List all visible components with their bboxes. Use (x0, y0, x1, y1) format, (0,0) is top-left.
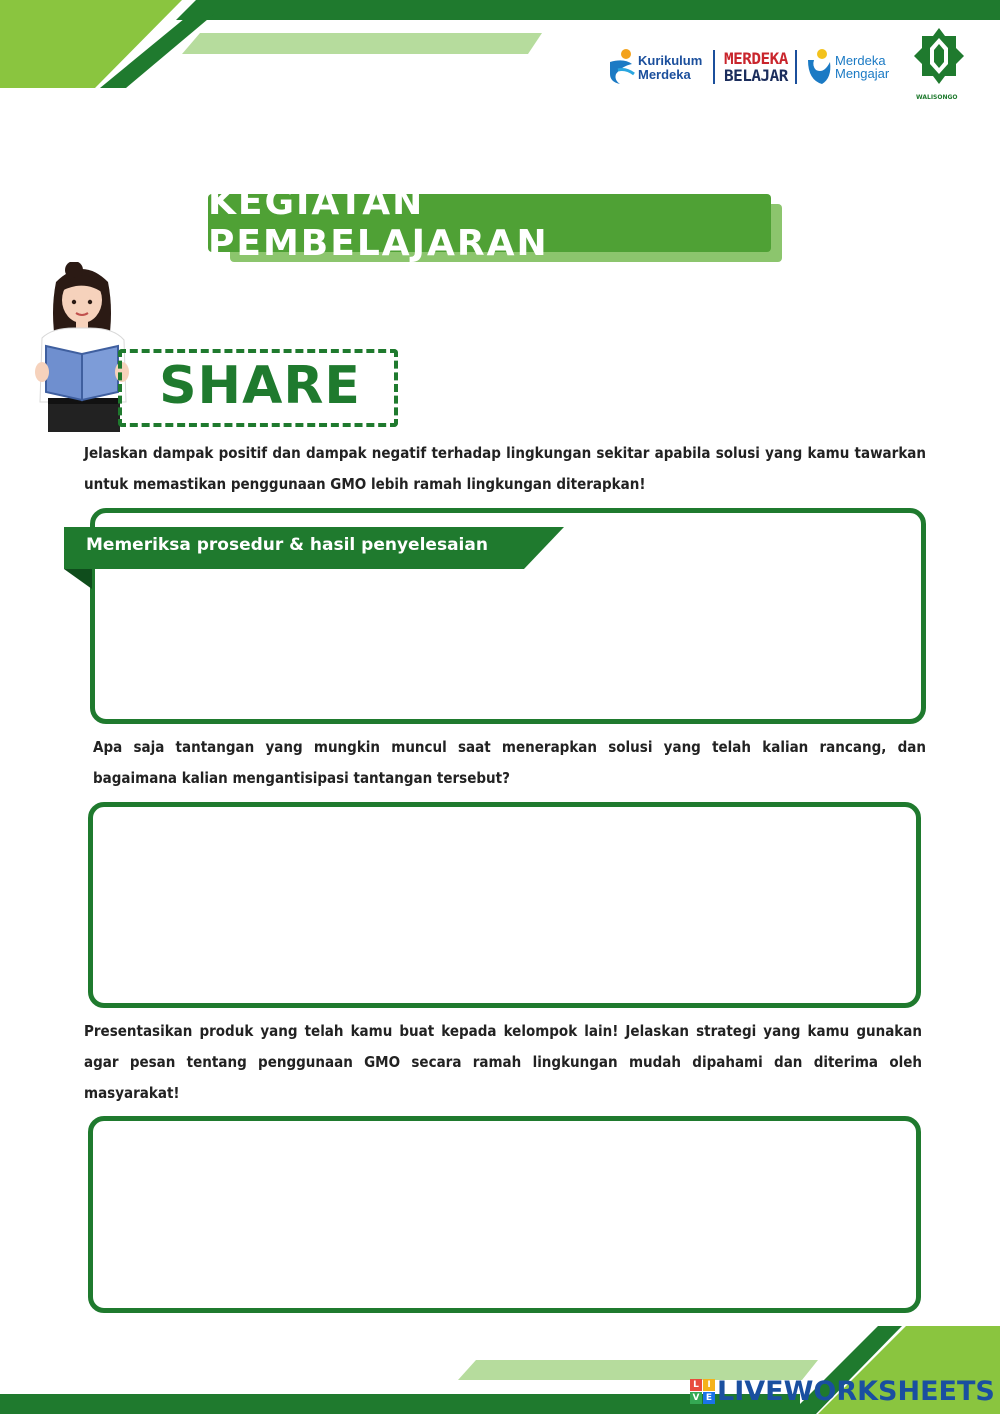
ribbon-label: Memeriksa prosedur & hasil penyelesaian (86, 535, 488, 555)
merdeka-mengajar-line2: Mengajar (835, 66, 890, 81)
logo-divider (795, 50, 797, 84)
badge-letter: E (703, 1392, 715, 1404)
liveworksheets-logo (690, 1376, 995, 1407)
merdeka-mengajar-logo-icon (804, 48, 834, 86)
badge-letter: I (703, 1379, 715, 1391)
page-title: KEGIATAN PEMBELAJARAN (208, 182, 549, 264)
liveworksheets-badge-icon (690, 1379, 715, 1404)
liveworksheets-brand: LIVEWORKSHEETS (717, 1376, 995, 1407)
merdeka-mengajar-line1: Merdeka (835, 53, 886, 68)
merdeka-belajar-line1: MERDEKA (724, 49, 788, 68)
kurikulum-line2: Merdeka (638, 67, 691, 82)
question-1-text: Jelaskan dampak positif dan dampak negatif terhadap lingkungan sekitar apabila solusi yang kamu tawarkan untuk memastikan penggunaan GMO lebih ramah lingkungan diterapkan! (84, 444, 926, 493)
badge-letter: V (690, 1392, 702, 1404)
logo-divider (713, 50, 715, 84)
kurikulum-line1: Kurikulum (638, 53, 703, 68)
kurikulum-merdeka-logo-icon (606, 48, 638, 86)
answer-box-3[interactable] (88, 1116, 921, 1313)
bottom-dark-green-band (0, 1394, 800, 1414)
question-2-text: Apa saja tantangan yang mungkin muncul saat menerapkan solusi yang telah kalian rancang, dan bagaimana kalian mengantisipasi tantangan tersebut? (93, 738, 926, 787)
badge-letter: L (690, 1379, 702, 1391)
title-banner (208, 182, 771, 264)
question-3-text: Presentasikan produk yang telah kamu buat kepada kelompok lain! Jelaskan strategi yang kamu gunakan agar pesan tentang penggunaan GMO secara ramah lingkungan mudah dipahami dan diterima oleh masyarakat! (84, 1022, 922, 1102)
walisongo-emblem-icon (912, 26, 966, 96)
top-dark-green-band (176, 0, 1000, 20)
answer-box-2[interactable] (88, 802, 921, 1008)
share-heading: SHARE (159, 356, 361, 416)
merdeka-belajar-line2: BELAJAR (724, 66, 788, 85)
walisongo-label: WALISONGO (916, 94, 958, 101)
top-light-green-bar (182, 33, 542, 54)
